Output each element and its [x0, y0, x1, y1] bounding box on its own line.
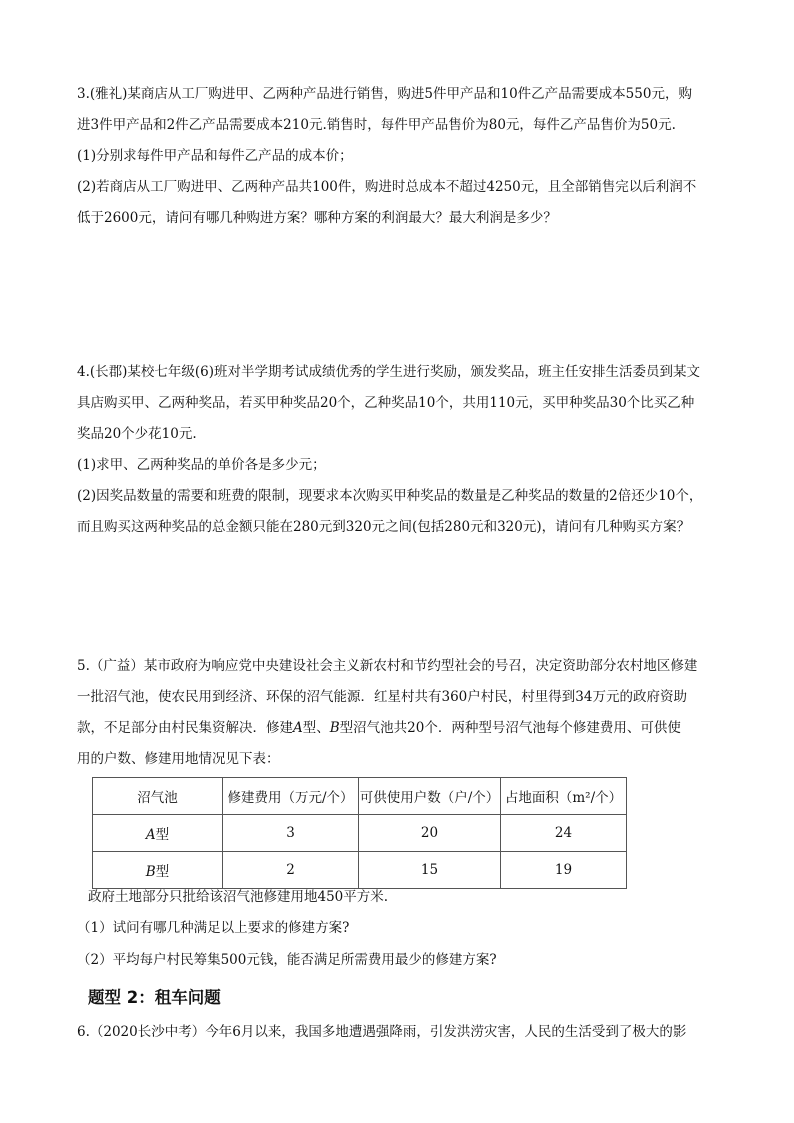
- section-heading: 题型 2：租车问题: [88, 988, 221, 1007]
- q3-line-1: 3.(雅礼)某商店从工厂购进甲、乙两种产品进行销售，购进5件甲产品和10件乙产品需要成本550元，购: [77, 86, 692, 102]
- q4-part-1: (1)求甲、乙两种奖品的单价各是多少元；: [77, 457, 326, 473]
- q5-line-1: 5.（广益）某市政府为响应党中央建设社会主义新农村和节约型社会的号召，决定资助部分农村地区修建: [77, 658, 698, 674]
- q4-line-3: 奖品20个少花10元.: [77, 426, 197, 442]
- q5-line-3: [77, 718, 727, 738]
- type-var: B: [145, 864, 156, 880]
- q6-line-1: 6.（2020长沙中考）今年6月以来，我国多地遭遇强降雨，引发洪涝灾害，人民的生活受到了极大的影: [77, 1024, 687, 1040]
- q4-line-1: 4.(长郡)某校七年级(6)班对半学期考试成绩优秀的学生进行奖励，颁发奖品，班主任安排生活委员到某文: [77, 364, 701, 380]
- q5-line-3-text-a: 款，不足部分由村民集资解决．修建: [77, 720, 293, 736]
- q5-var-b: B: [329, 720, 340, 736]
- table-cell-area: 19: [501, 852, 627, 889]
- table-header-cell: 可供使用户数（户/个）: [359, 778, 501, 815]
- type-suffix: 型: [155, 864, 170, 880]
- table-cell-cost: 3: [223, 815, 359, 852]
- biogas-table: [92, 777, 627, 889]
- q5-note: 政府土地部分只批给该沼气池修建用地450平方米.: [88, 889, 389, 905]
- q5-line-4: 用的户数、修建用地情况见下表：: [77, 751, 280, 767]
- q5-line-3-text-e: 型沼气池共20个．两种型号沼气池每个修建费用、可供使: [339, 720, 681, 736]
- table-header-cell: 修建费用（万元/个）: [223, 778, 359, 815]
- q5-line-3-text-c: 型、: [302, 720, 330, 736]
- q4-line-2: 具店购买甲、乙两种奖品，若买甲种奖品20个，乙种奖品10个，共用110元，买甲种奖品30个比买乙种: [77, 395, 695, 411]
- q5-var-a: A: [293, 720, 303, 736]
- q3-line-2: 进3件甲产品和2件乙产品需要成本210元.销售时，每件甲产品售价为80元，每件乙产品售价为50元.: [77, 117, 676, 133]
- table-row: [93, 852, 627, 889]
- table-cell-households: 20: [359, 815, 501, 852]
- q3-part-2-line-2: 低于2600元，请问有哪几种购进方案？哪种方案的利润最大？最大利润是多少？: [77, 210, 557, 226]
- q5-line-2: 一批沼气池，使农民用到经济、环保的沼气能源．红星村共有360户村民，村里得到34万元的政府资助: [77, 689, 687, 705]
- type-suffix: 型: [155, 827, 170, 843]
- table-header-cell: 占地面积（m²/个）: [501, 778, 627, 815]
- q3-part-1: (1)分别求每件甲产品和每件乙产品的成本价；: [77, 148, 353, 164]
- table-row: [93, 815, 627, 852]
- q5-sub-2: （2）平均每户村民筹集500元钱，能否满足所需费用最少的修建方案?: [77, 952, 497, 968]
- table-header-row: [93, 778, 627, 815]
- q3-part-2-line-1: (2)若商店从工厂购进甲、乙两种产品共100件，购进时总成本不超过4250元，且全部销售完以后利润不: [77, 179, 697, 195]
- table-cell-type: [93, 852, 223, 889]
- type-var: A: [145, 827, 156, 843]
- q4-part-2-line-2: 而且购买这两种奖品的总金额只能在280元到320元之间(包括280元和320元)，请问有几种购买方案？: [77, 519, 691, 535]
- q5-sub-1: （1）试问有哪几种满足以上要求的修建方案?: [77, 920, 350, 936]
- table-cell-households: 15: [359, 852, 501, 889]
- table-cell-type: [93, 815, 223, 852]
- table-cell-cost: 2: [223, 852, 359, 889]
- table-cell-area: 24: [501, 815, 627, 852]
- q4-part-2-line-1: (2)因奖品数量的需要和班费的限制，现要求本次购买甲种奖品的数量是乙种奖品的数量的2倍还少10个，: [77, 488, 703, 504]
- table-header-cell: 沼气池: [93, 778, 223, 815]
